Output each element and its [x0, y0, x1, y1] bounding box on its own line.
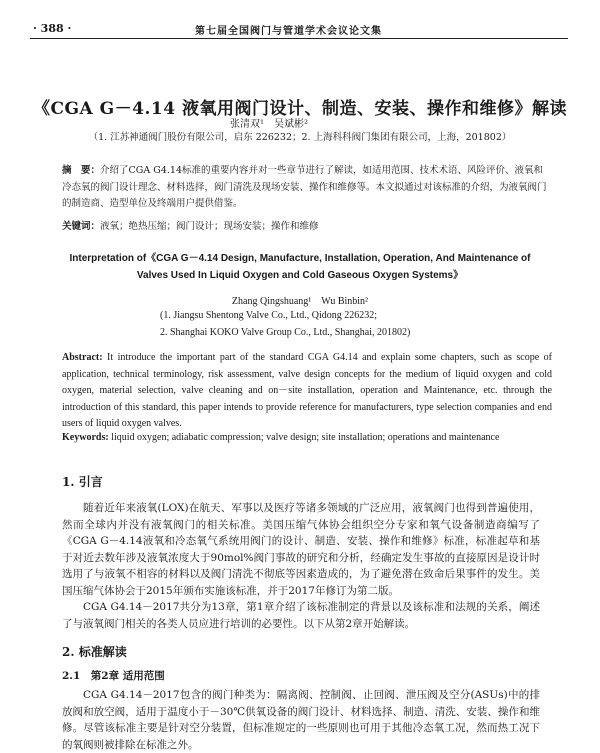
- page-number: · 388 ·: [33, 22, 72, 35]
- section-2-1-heading: 2.1 第2章 适用范围: [62, 670, 165, 682]
- keywords-cn-text: 液氧；绝热压缩；阀门设计；现场安装；操作和维修: [100, 221, 319, 232]
- journal-title: 第七届全国阀门与管道学术会议论文集: [195, 26, 382, 37]
- title-en-line2: Valves Used In Liquid Oxygen and Cold Gaseous Oxygen Systems》: [136, 270, 464, 281]
- abstract-cn: [62, 163, 550, 213]
- abstract-cn-label: 摘 要：: [62, 165, 101, 176]
- section-1-paragraph-1: 随着近年来液氧(LOX)在航天、军事以及医疗等诸多领域的广泛应用，液氧阀门也得到普遍使用，然而全球内并没有液氧阀门的相关标准。美国压缩气体协会组织空分专家和氧气设备制造商编写了《CGA G－4.14液氧和冷态氧气系统用阀门的设计、制造、安装、操作和维修》标准，标准起草和基于对近去数年涉及液氧浓度大于90mol%阀门事故的研究和分析，经确定发生事故的直接原因是设计时选用了与液氧不相容的材料以及阀门清洗不彻底等因素造成的，为了避免潜在致命后果事件的发生。美国压缩气体协会于2015年颁布实施该标准，并于2017年修订为第二版。: [62, 502, 540, 597]
- affiliation-en-line2: 2. Shanghai KOKO Valve Group Co., Ltd., Shanghai, 201802): [160, 327, 411, 338]
- abstract-cn-text: 介绍了CGA G4.14标准的重要内容并对一些章节进行了解读，如适用范围、技术术语、风险评价、液氧和冷态氧的阀门设计理念、材料选择，阀门清洗及现场安装、操作和维修等。本文拟通过对该标准的介绍，为液氧阀门的制造商、造型单位及终端用户提供借鉴。: [62, 165, 547, 209]
- keywords-en: [62, 432, 562, 443]
- header-rule: [30, 38, 568, 39]
- abstract-en-label: Abstract:: [62, 352, 103, 363]
- authors-cn: 张清双¹ 吴斌彬²: [230, 119, 309, 130]
- keywords-en-label: Keywords:: [62, 432, 109, 443]
- authors-en: Zhang Qingshuang¹ Wu Binbin²: [231, 296, 369, 307]
- abstract-en: [62, 350, 552, 433]
- section-2-1-paragraph: CGA G4.14－2017包含的阀门种类为：隔离阀、控制阀、止回阀、泄压阀及空分(ASUs)中的排放阀和放空阀，适用于温度小于－30℃供氧设备的阀门设计、材料选择、制造、清洗、安装、操作和维修。尽管该标准主要是针对空分装置，但标准规定的一些原则也可用于其他冷态氧工况，然而热工况下的氧阀则被排除在标准之外。: [62, 689, 540, 751]
- title-en: [0, 250, 600, 284]
- section-1-heading: 1. 引言: [62, 475, 103, 489]
- section-1-paragraph-2: CGA G4.14－2017共分为13章，第1章介绍了该标准制定的背景以及该标准和法规的关系，阐述了与液氧阀门相关的各类人员应进行培训的必要性。以下从第2章开始解读。: [62, 601, 540, 630]
- keywords-en-text: liquid oxygen; adiabatic compression; valve design; site installation; operations and maintenance: [108, 432, 500, 443]
- affiliation-cn: （1. 江苏神通阀门股份有限公司，启东 226232；2. 上海科科阀门集团有限公司，上海，201802）: [88, 132, 512, 143]
- affiliation-en-line1: (1. Jiangsu Shentong Valve Co., Ltd., Qidong 226232;: [160, 310, 378, 321]
- keywords-cn-label: 关键词：: [62, 221, 101, 232]
- keywords-cn: [62, 219, 550, 236]
- affiliation-en: [160, 307, 410, 341]
- title-en-line1: Interpretation of《CGA G－4.14 Design, Manufacture, Installation, Operation, And Maintenance of: [69, 253, 531, 264]
- page-header: [0, 0, 600, 44]
- section-2-heading: 2. 标准解读: [62, 645, 127, 659]
- title-cn: 《CGA G－4.14 液氧用阀门设计、制造、安装、操作和维修》解读: [33, 99, 567, 119]
- abstract-en-text: It introduce the important part of the standard CGA G4.14 and explain some chapters, such as scope of application, technical terminology, risk assessment, valve design concepts for the medium of liquid oxygen and cold oxygen, material selection, valve cleaning and on－site installation, operation and Maintenance, etc. through the introduction of this standard, this paper intends to provide reference for manufacturers, type selection companies and end users of liquid oxygen valves.: [62, 352, 552, 429]
